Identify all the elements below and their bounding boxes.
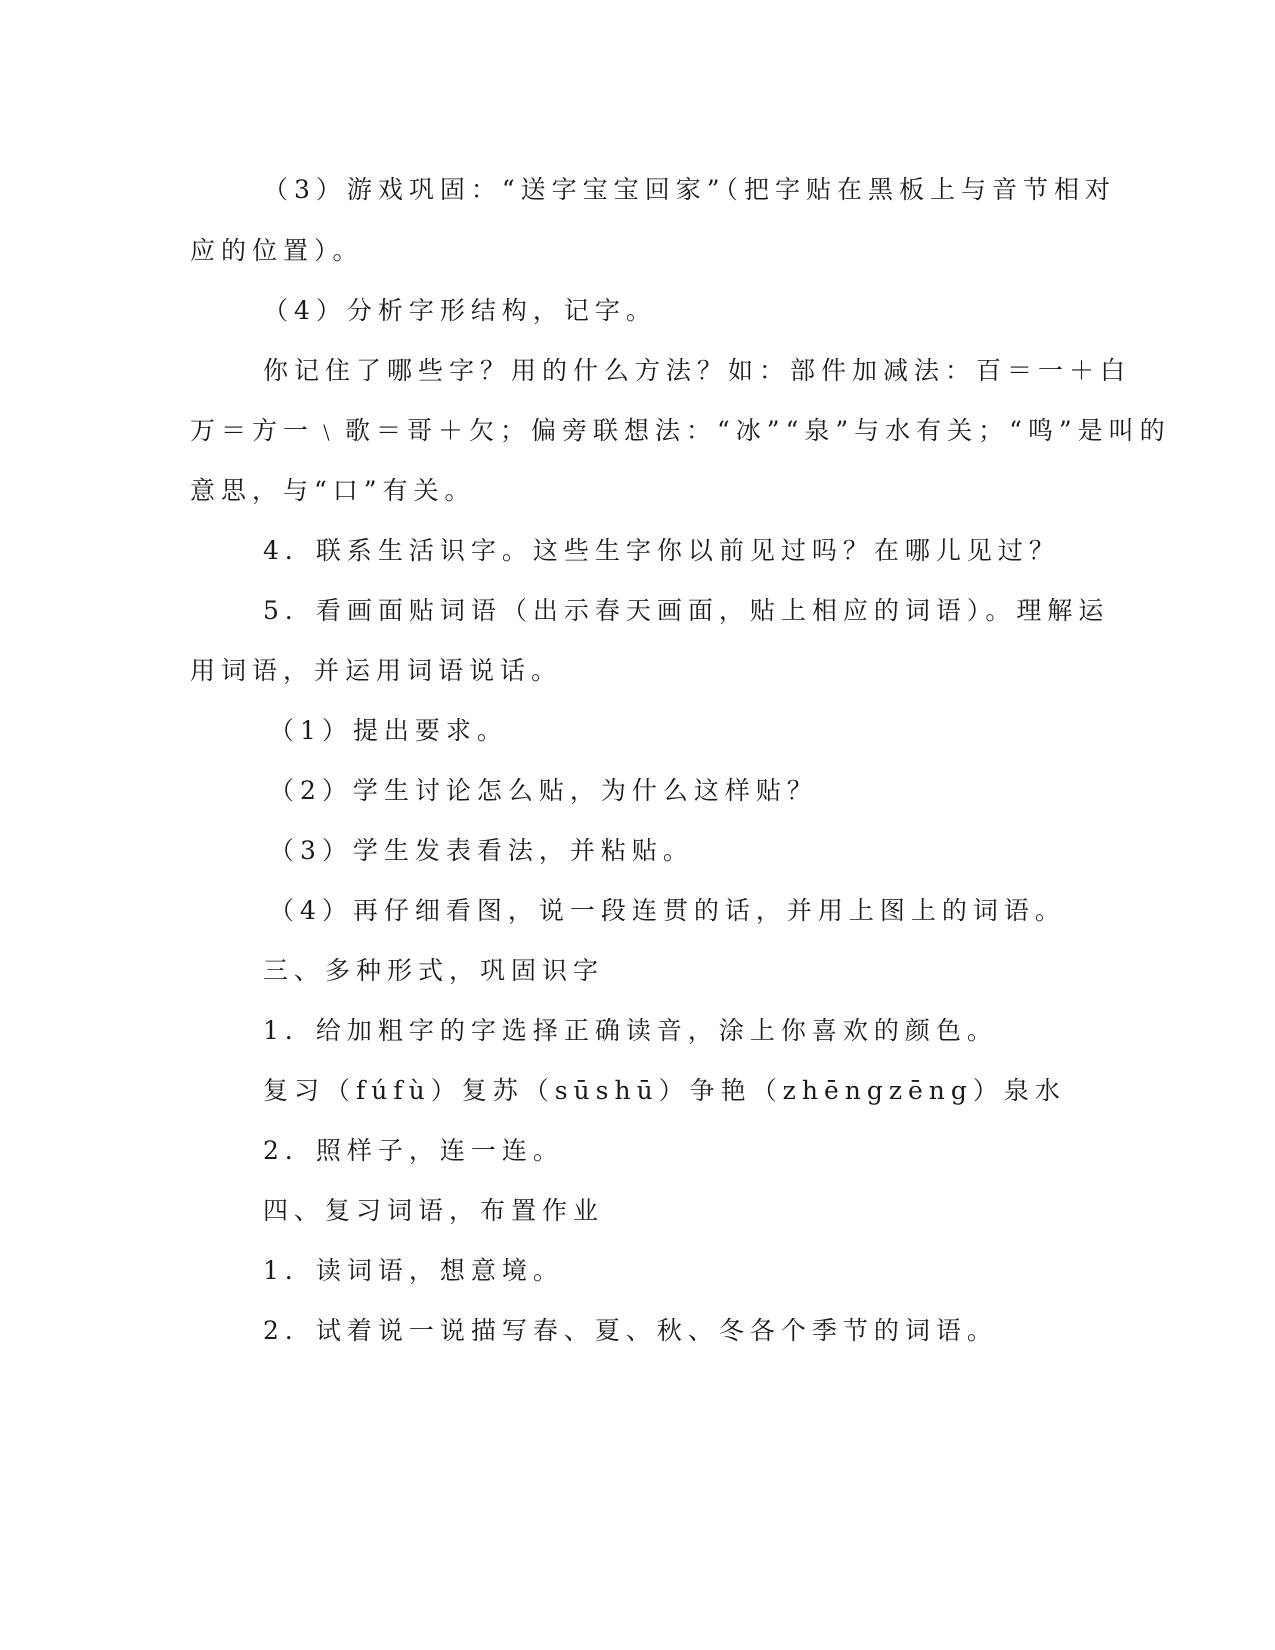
paragraph-homework-2: 2．试着说一说描写春、夏、秋、冬各个季节的词语。 (263, 1316, 998, 1345)
paragraph-exercise-2: 2．照样子，连一连。 (263, 1136, 564, 1165)
paragraph-game-consolidation-cont: 应的位置）。 (190, 236, 364, 265)
paragraph-picture-words-cont: 用词语，并运用词语说话。 (190, 656, 563, 685)
paragraph-memory-methods-end: 意思，与“口”有关。 (190, 476, 476, 505)
paragraph-analyze-structure: （4）分析字形结构，记字。 (263, 296, 657, 325)
paragraph-pinyin-exercise: 复习（fúfù）复苏（sūshū）争艳（zhēngzēng）泉水 (263, 1076, 1066, 1105)
paragraph-picture-words: 5．看画面贴词语（出示春天画面，贴上相应的词语）。理解运 (263, 596, 1110, 625)
paragraph-step-1: （1）提出要求。 (269, 716, 508, 745)
paragraph-memory-methods: 你记住了哪些字？用的什么方法？如：部件加减法：百＝一＋白 (263, 356, 1132, 385)
paragraph-game-consolidation: （3）游戏巩固：“送字宝宝回家”（把字贴在黑板上与音节相对 (263, 175, 1116, 204)
section-heading-3: 三、多种形式，巩固识字 (263, 956, 605, 985)
section-heading-4: 四、复习词语，布置作业 (263, 1196, 605, 1225)
paragraph-homework-1: 1．读词语，想意境。 (263, 1256, 564, 1285)
paragraph-life-literacy: 4．联系生活识字。这些生字你以前见过吗？在哪儿见过？ (263, 536, 1060, 565)
paragraph-step-3: （3）学生发表看法，并粘贴。 (269, 836, 694, 865)
paragraph-step-4: （4）再仔细看图，说一段连贯的话，并用上图上的词语。 (269, 896, 1066, 925)
paragraph-exercise-1: 1．给加粗字的字选择正确读音，涂上你喜欢的颜色。 (263, 1016, 998, 1045)
paragraph-step-2: （2）学生讨论怎么贴，为什么这样贴？ (269, 776, 818, 805)
paragraph-memory-methods-cont: 万＝方一﹨歌＝哥＋欠；偏旁联想法：“冰”“泉”与水有关；“鸣”是叫的 (190, 416, 1171, 445)
